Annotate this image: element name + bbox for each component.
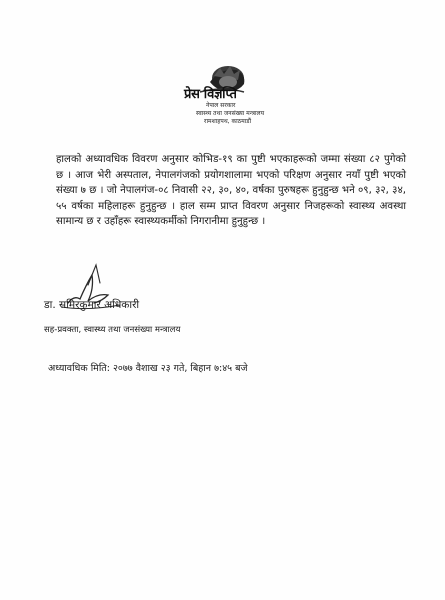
address-line: रामशाहपथ, काठमाडौं <box>204 118 252 125</box>
signer-title: सह-प्रवक्ता, स्वास्थ्य तथा जनसंख्या मन्त्रालय <box>44 325 181 335</box>
ministry-line: स्वास्थ्य तथा जनसंख्या मन्त्रालय <box>196 110 265 117</box>
government-line: नेपाल सरकार <box>206 102 236 109</box>
update-timestamp: अध्यावधिक मिति: २०७७ वैशाख २३ गते, बिहान ७:४५ बजे <box>48 363 248 374</box>
press-release-body: हालको अध्यावधिक विवरण अनुसार कोभिड-१९ का पुष्टी भएकाहरूको जम्मा संख्या ८२ पुगेको छ । आज भेरी अस्पताल, नेपालगंजको प्रयोगशालामा भएको परिक्षण अनुसार नयाँ पुष्टी भएको संख्या ७ छ । जो नेपालगंज-०८ निवासी २२, ३०, ४०, वर्षका पुरुषहरू हुनुहुन्छ भने ०९, ३२, ३४, ५५ वर्षका महिलाहरू हुनुहुन्छ । हाल सम्म प्राप्त विवरण अनुसार निजहरूको स्वास्थ्य अवस्था सामान्य छ र उहाँहरू स्वास्थ्यकर्मीको निगरानीमा हुनुहुन्छ । <box>56 154 406 228</box>
signer-name: डा. समिरकुमार अधिकारी <box>44 299 140 311</box>
press-release-heading: प्रेस विज्ञप्ति <box>184 87 237 102</box>
